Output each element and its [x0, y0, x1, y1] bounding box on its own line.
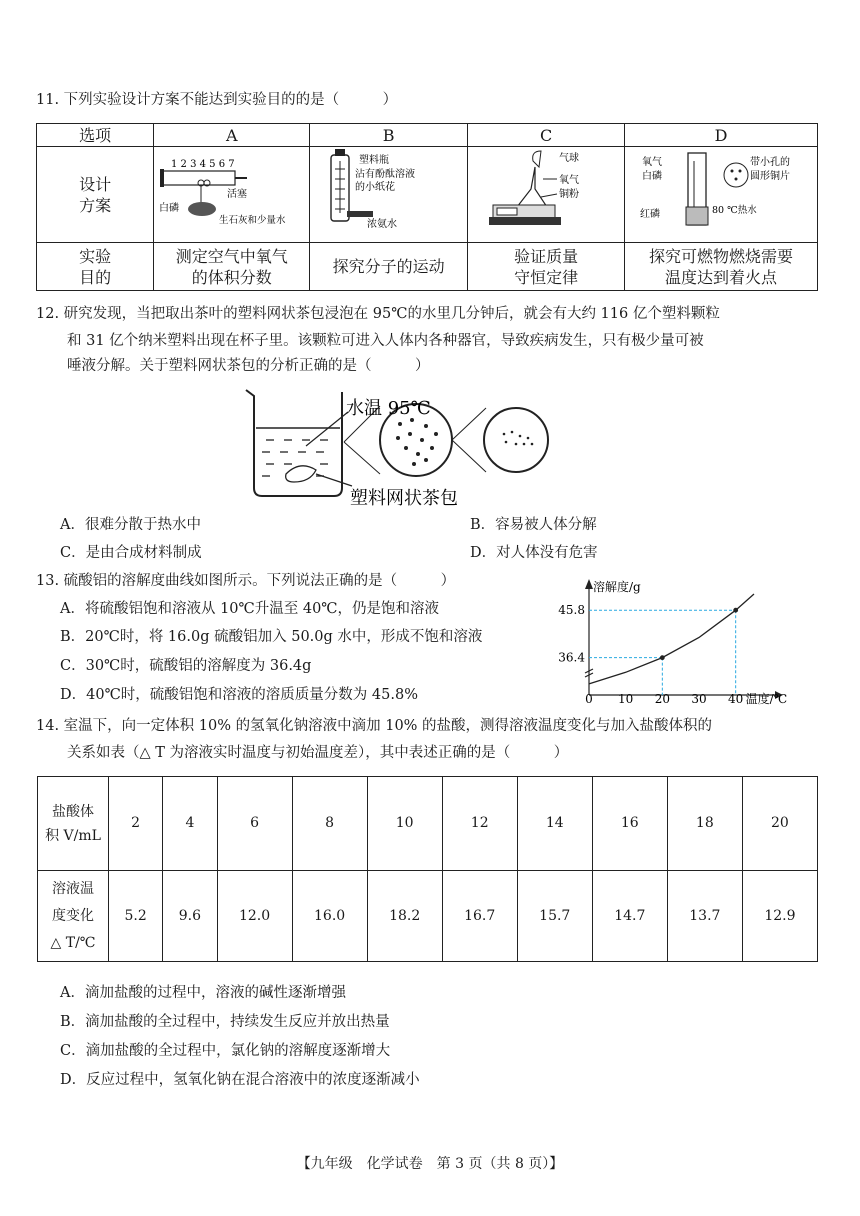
q11-design-label: 设计 方案: [37, 147, 154, 243]
x-tick-label: 10: [618, 692, 634, 706]
q14-dt-cell: 9.6: [163, 871, 217, 962]
x-tick-label: 20: [654, 692, 670, 706]
label-water-temp: 水温 95℃: [346, 398, 431, 419]
q14-row2-label-line1: 溶液温: [52, 880, 94, 897]
solubility-curve: [589, 594, 754, 684]
q13-option-b[interactable]: B．20℃时，将 16.0g 硫酸铝加入 50.0g 水中，形成不饱和溶液: [60, 629, 483, 645]
q11-diagram-b: [310, 147, 468, 243]
q11-header-label: 选项: [37, 124, 154, 147]
q13-stem: 13. 硫酸铝的溶解度曲线如图所示。下列说法正确的是（ ）: [36, 573, 456, 589]
q14-option-d[interactable]: D．反应过程中，氢氧化钠在混合溶液中的浓度逐渐减小: [60, 1072, 420, 1088]
label-paper: 的小纸花: [355, 182, 396, 193]
x-axis-label: 温度/℃: [745, 692, 788, 706]
q14-v-cell: 8: [292, 777, 367, 871]
q11-purpose-label: 实验 目的: [37, 243, 154, 291]
q11-purpose-b: 探究分子的运动: [310, 243, 468, 291]
q14-v-cell: 20: [742, 777, 817, 871]
q11-col-c: C: [468, 124, 625, 147]
q14-dt-cell: 14.7: [592, 871, 667, 962]
q14-dt-cell: 12.9: [742, 871, 817, 962]
q11-purpose-a: 测定空气中氧气 的体积分数: [154, 243, 310, 291]
q12-line2: 和 31 亿个纳米塑料出现在杯子里。该颗粒可进入人体内各种器官，导致疾病发生，只有极少量可被: [67, 333, 704, 349]
q14-v-cell: 2: [109, 777, 163, 871]
q14-dt-cell: 12.0: [217, 871, 292, 962]
q13-option-d[interactable]: D．40℃时，硫酸铝饱和溶液的溶质质量分数为 45.8%: [60, 687, 418, 703]
q11-purpose-d: 探究可燃物燃烧需要 温度达到着火点: [625, 243, 818, 291]
x-tick-label: 30: [691, 692, 707, 706]
q14-option-c[interactable]: C．滴加盐酸的全过程中，氯化钠的溶解度逐渐增大: [60, 1043, 391, 1059]
q11-col-b: B: [310, 124, 468, 147]
page-footer: 【九年级 化学试卷 第 3 页（共 8 页）】: [296, 1156, 564, 1172]
q11-diagram-a: [154, 147, 310, 243]
q12-option-b[interactable]: B．容易被人体分解: [470, 517, 597, 533]
label-teabag: 塑料网状茶包: [350, 488, 458, 509]
label-redp: 红磷: [640, 209, 661, 220]
q11-col-d: D: [625, 124, 818, 147]
label-bottle: 塑料瓶: [359, 155, 390, 166]
q12-option-d[interactable]: D．对人体没有危害: [470, 545, 598, 561]
label-holes: 带小孔的: [750, 157, 791, 168]
x-tick-label: 0: [585, 692, 593, 706]
label-cu: 铜粉: [559, 189, 580, 200]
label-copper-plate: 圆形铜片: [750, 171, 791, 182]
q14-dt-cell: 18.2: [367, 871, 442, 962]
q14-row1-label-line2: 积 V/mL: [45, 827, 101, 844]
q14-dt-cell: 15.7: [517, 871, 592, 962]
solubility-chart: [555, 575, 815, 707]
q12-option-c[interactable]: C．是由合成材料制成: [60, 545, 202, 561]
y-axis-arrow: [585, 579, 593, 589]
q14-row2-label-line3: △ T/℃: [50, 934, 96, 951]
y-tick-label: 45.8: [558, 603, 585, 618]
q14-v-cell: 14: [517, 777, 592, 871]
q11-table: [36, 123, 818, 291]
q14-line1: 14. 室温下，向一定体积 10% 的氢氧化钠溶液中滴加 10% 的盐酸，测得溶液温度变化与加入盐酸体积的: [36, 718, 713, 734]
q14-dt-cell: 16.7: [442, 871, 517, 962]
scale-label: 1 2 3 4 5 6 7: [171, 159, 235, 170]
label-piston: 活塞: [227, 189, 248, 200]
label-ammonia: 浓氨水: [367, 219, 398, 230]
label-o2: 氧气: [642, 157, 663, 168]
data-point: [733, 608, 738, 613]
label-oxygen: 氧气: [559, 175, 580, 186]
q14-row2-label-line2: 度变化: [52, 907, 94, 924]
y-tick-label: 36.4: [558, 650, 585, 665]
label-whitep-d: 白磷: [642, 171, 663, 182]
q11-stem: 11. 下列实验设计方案不能达到实验目的的是（ ）: [36, 92, 398, 108]
q14-line2: 关系如表（△ T 为溶液实时温度与初始温度差），其中表述正确的是（ ）: [67, 745, 569, 761]
q14-v-cell: 10: [367, 777, 442, 871]
q14-table: [37, 776, 818, 962]
y-axis-label: 溶解度/g: [593, 580, 641, 594]
q14-v-cell: 6: [217, 777, 292, 871]
label-hotwater: 80 ℃热水: [712, 205, 757, 216]
data-point: [660, 655, 665, 660]
q14-row1-label: [38, 777, 109, 871]
q14-v-cell: 18: [667, 777, 742, 871]
q14-v-cell: 12: [442, 777, 517, 871]
q14-v-cell: 4: [163, 777, 217, 871]
q14-v-cell: 16: [592, 777, 667, 871]
q14-dt-cell: 16.0: [292, 871, 367, 962]
label-phenol: 沾有酚酞溶液: [355, 169, 416, 180]
q12-line3: 唾液分解。关于塑料网状茶包的分析正确的是（ ）: [67, 358, 430, 374]
q14-row2-label: [38, 871, 109, 962]
q11-diagram-c: [468, 147, 625, 243]
label-balloon: 气球: [559, 153, 580, 164]
q12-option-a[interactable]: A．很难分散于热水中: [60, 517, 201, 533]
q14-option-a[interactable]: A．滴加盐酸的过程中，溶液的碱性逐渐增强: [60, 985, 346, 1001]
q13-option-a[interactable]: A．将硫酸铝饱和溶液从 10℃升温至 40℃，仍是饱和溶液: [60, 601, 440, 617]
q13-option-c[interactable]: C．30℃时，硫酸铝的溶解度为 36.4g: [60, 658, 312, 674]
q14-dt-cell: 13.7: [667, 871, 742, 962]
q14-option-b[interactable]: B．滴加盐酸的全过程中，持续发生反应并放出热量: [60, 1014, 390, 1030]
q14-row1-label-line1: 盐酸体: [52, 803, 94, 820]
q11-col-a: A: [154, 124, 310, 147]
q12-figure: [240, 382, 570, 512]
q12-line1: 12. 研究发现，当把取出茶叶的塑料网状茶包浸泡在 95℃的水里几分钟后，就会有大约 116 亿个塑料颗粒: [36, 306, 720, 322]
label-lime: 生石灰和少量水: [219, 215, 286, 226]
q14-dt-cell: 5.2: [109, 871, 163, 962]
x-tick-label: 40: [728, 692, 744, 706]
label-whitep: 白磷: [159, 203, 180, 214]
q11-purpose-c: 验证质量 守恒定律: [468, 243, 625, 291]
q11-diagram-d: [625, 147, 818, 243]
